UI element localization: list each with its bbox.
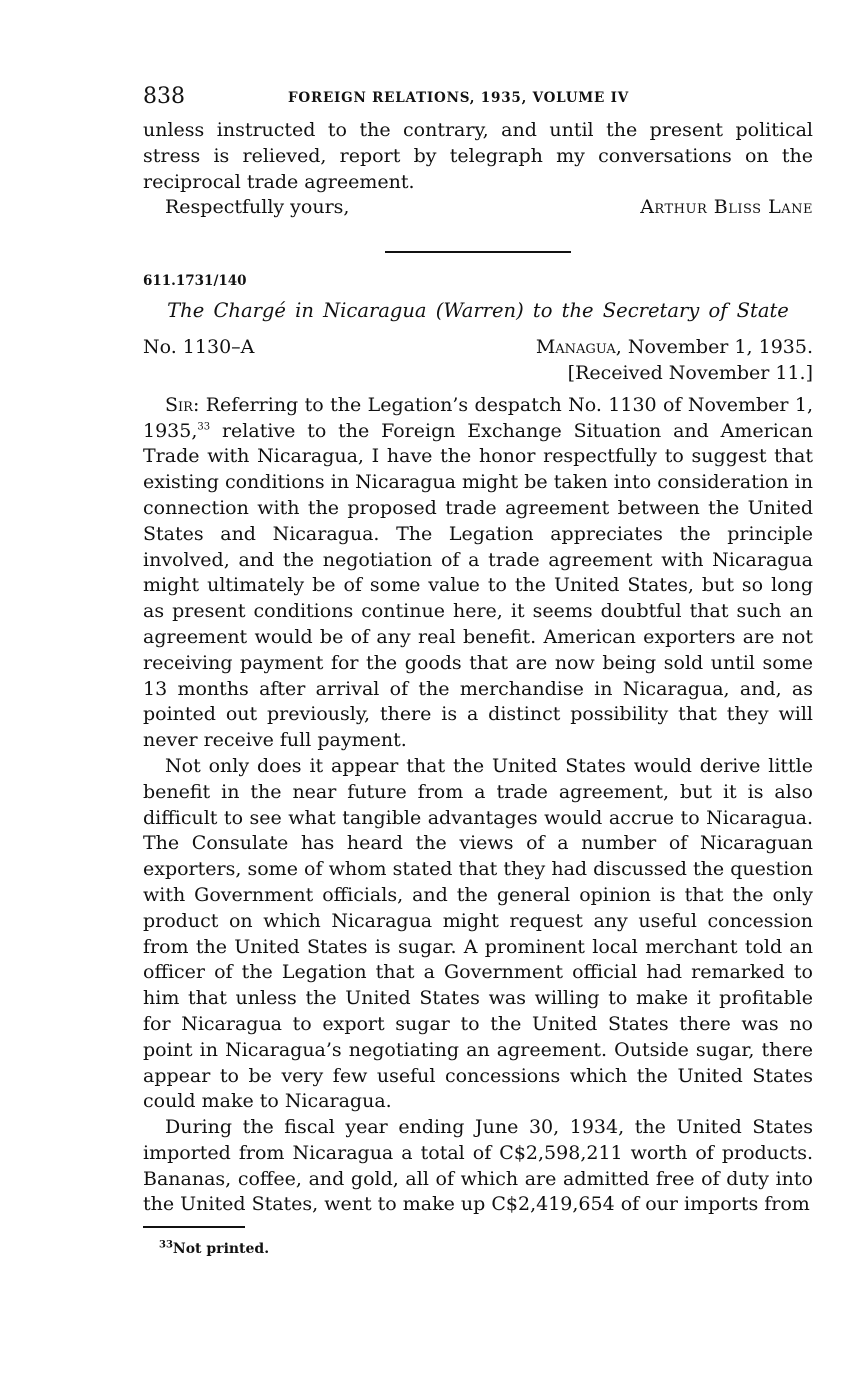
document-body [143,393,813,1219]
section-divider [385,251,571,253]
paragraph-1 [143,393,813,754]
footnote-reference[interactable]: 33 [197,421,211,433]
document-title: The Chargé in Nicaragua (Warren) to the Secretary of State [167,299,789,323]
place: Managua [535,336,616,359]
place-date [536,335,813,361]
paragraph-2: Not only does it appear that the United States would derive little benefit in the near future from a trade agreement, but it is also difficult to see what tangible advantages would accrue to Nicaragua. The Consulate has heard the views of a number of Nicaraguan exporters, some of whom stated that they had discussed the question with Government officials, and the general opinion is that the only product on which Nicaragua might request any useful concession from the United States is sugar. A prominent local merchant told an officer of the Legation that a Government official had remarked to him that unless the United States was willing to make it profitable for Nicaragua to export sugar to the United States there was no point in Nicaragua’s negotiating an agreement. Outside sugar, there appear to be very few useful concessions which the United States could make to Nicaragua. [143,754,813,1113]
file-number: 611.1731/140 [143,273,247,290]
footnote-marker: 33 [159,1239,173,1251]
previous-document-ending [143,118,813,221]
page-header [143,82,813,118]
salutation-closing: Respectfully yours, [165,196,350,219]
signature: Arthur Bliss Lane [640,196,813,219]
document-number: No. 1130–A [143,336,255,359]
paragraph-1-part-a: : Referring to the Legation’s despatch No. 1130 of November 1, 1935, [143,393,813,442]
document-page [143,82,813,1258]
footnote-text: Not printed. [172,1241,270,1258]
footnote [143,1240,813,1258]
paragraph-3: During the fiscal year ending June 30, 1934, the United States imported from Nicaragua a total of C$2,598,211 worth of products. Bananas, coffee, and gold, all of which are admitted free of duty into the United States, went to make up C$2,419,654 of our imports from [143,1116,813,1216]
paragraph-1-part-b: relative to the Foreign Exchange Situation and American Trade with Nicaragua, I have the honor respectfully to suggest that existing conditions in Nicaragua might be taken into consideration in connection with the proposed trade agreement between the United States and Nicaragua. The Legation appreciates the principle involved, and the negotiation of a trade agreement with Nicaragua might ultimately be of some value to the United States, but so long as present conditions continue here, it seems doubtful that such an agreement would be of any real benefit. American exporters are not receiving payment for the goods that are now being sold until some 13 months after arrival of the merchandise in Nicaragua, and, as pointed out previously, there is a distinct possibility that they will never receive full payment. [143,419,813,752]
page-number: 838 [143,84,185,109]
dateline [143,335,813,361]
footnote-divider [143,1226,245,1228]
closing-paragraph: unless instructed to the contrary, and until the present political stress is relieved, report by telegraph my conversations on the reciprocal trade agreement. [143,119,813,193]
salutation-word: Sir [165,393,193,416]
date: , November 1, 1935. [615,336,813,359]
running-head: FOREIGN RELATIONS, 1935, VOLUME IV [288,90,630,106]
received-note: [Received November 11.] [567,361,813,384]
closing-row [143,195,813,221]
